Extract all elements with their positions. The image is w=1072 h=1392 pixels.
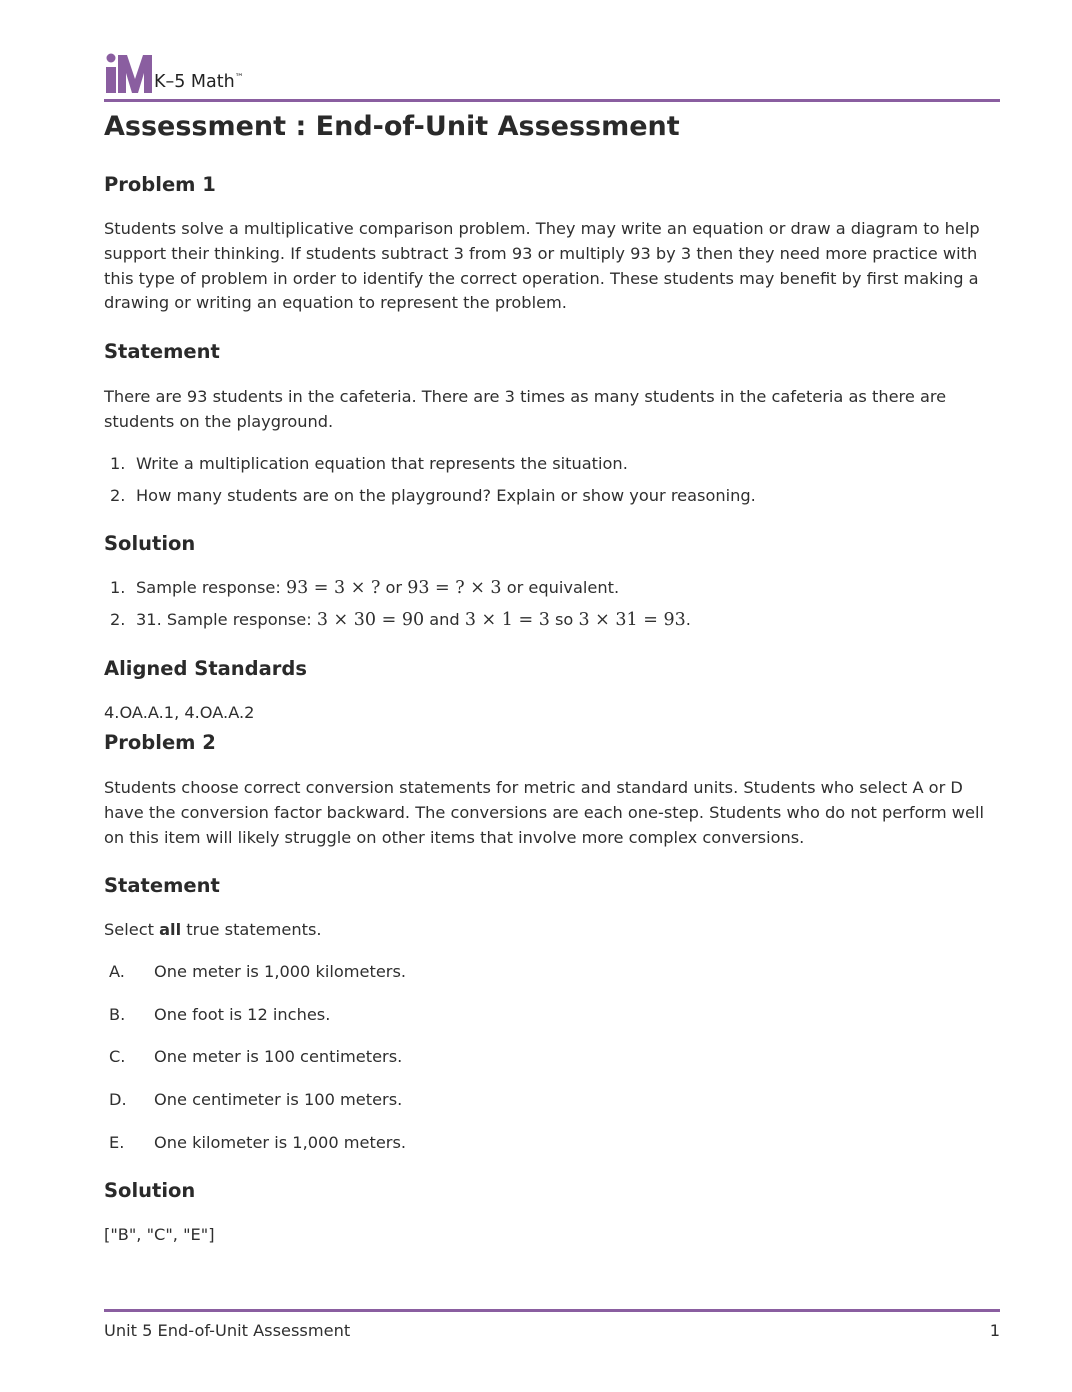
im-logo <box>104 53 304 95</box>
list-item: 2. How many students are on the playground? Explain or show your reasoning. <box>110 486 756 505</box>
logo-product-name: K–5 Math™ <box>154 72 244 92</box>
problem-1-statement-text: There are 93 students in the cafeteria. There are 3 times as many students in the cafeteria as there are students on the playground. <box>104 387 947 431</box>
problem-1-description: Students solve a multiplicative comparison problem. They may write an equation or draw a diagram to help support their thinking. If students subtract 3 from 93 or multiply 93 by 3 then they need more practice with this type of problem in order to identify the correct operation. These students may benefit by first making a drawing or writing an equation to represent the problem. <box>104 219 980 313</box>
problem-2-heading: Problem 2 <box>104 731 216 754</box>
footer-title: Unit 5 End-of-Unit Assessment <box>104 1321 351 1340</box>
problem-2-options <box>104 960 1000 1173</box>
problem-1-solutions <box>104 576 1000 640</box>
option-item: B. One foot is 12 inches. <box>109 1004 331 1024</box>
problem-1-statement-heading: Statement <box>104 340 220 363</box>
problem-1-questions <box>104 452 1000 516</box>
page-title: Assessment : End-of-Unit Assessment <box>104 111 680 142</box>
math-expression: 93 = 3 × ? <box>285 578 381 598</box>
problem-2-statement-heading: Statement <box>104 874 220 897</box>
math-expression: 3 × 30 = 90 <box>316 610 425 630</box>
problem-2-solution-heading: Solution <box>104 1179 196 1202</box>
option-item: E. One kilometer is 1,000 meters. <box>109 1132 407 1152</box>
problem-1-heading: Problem 1 <box>104 173 216 196</box>
problem-1-solution-heading: Solution <box>104 532 196 555</box>
math-expression: 93 = ? × 3 <box>407 578 502 598</box>
option-item: A. One meter is 1,000 kilometers. <box>109 962 407 981</box>
page-number: 1 <box>989 1321 1000 1340</box>
math-expression: 3 × 1 = 3 <box>464 610 550 630</box>
document-page <box>104 0 1000 1392</box>
aligned-standards-heading: Aligned Standards <box>104 657 307 680</box>
solution-item: 2. 31. Sample response: 3 × 30 = 90 and 3 × 1 = 3 so 3 × 31 = 93. <box>110 610 691 630</box>
problem-2-solution-text: ["B", "C", "E"] <box>104 1225 215 1244</box>
problem-2-statement-text: Select all true statements. <box>104 920 322 939</box>
list-item: 1. Write a multiplication equation that represents the situation. <box>110 454 628 473</box>
im-logo-icon <box>104 53 152 95</box>
problem-2-description: Students choose correct conversion statements for metric and standard units. Students who select A or D have the conversion factor backward. The conversions are each one-step. Students who do not perform well on this item will likely struggle on other items that involve more complex conversions. <box>104 778 984 847</box>
aligned-standards-text: 4.OA.A.1, 4.OA.A.2 <box>104 703 255 722</box>
solution-item: 1. Sample response: 93 = 3 × ? or 93 = ? × 3 or equivalent. <box>110 578 620 598</box>
header-divider <box>104 99 1000 102</box>
option-item: D. One centimeter is 100 meters. <box>109 1090 403 1110</box>
footer-divider <box>104 1309 1000 1312</box>
option-item: C. One meter is 100 centimeters. <box>109 1047 403 1067</box>
math-expression: 3 × 31 = 93 <box>578 610 686 630</box>
